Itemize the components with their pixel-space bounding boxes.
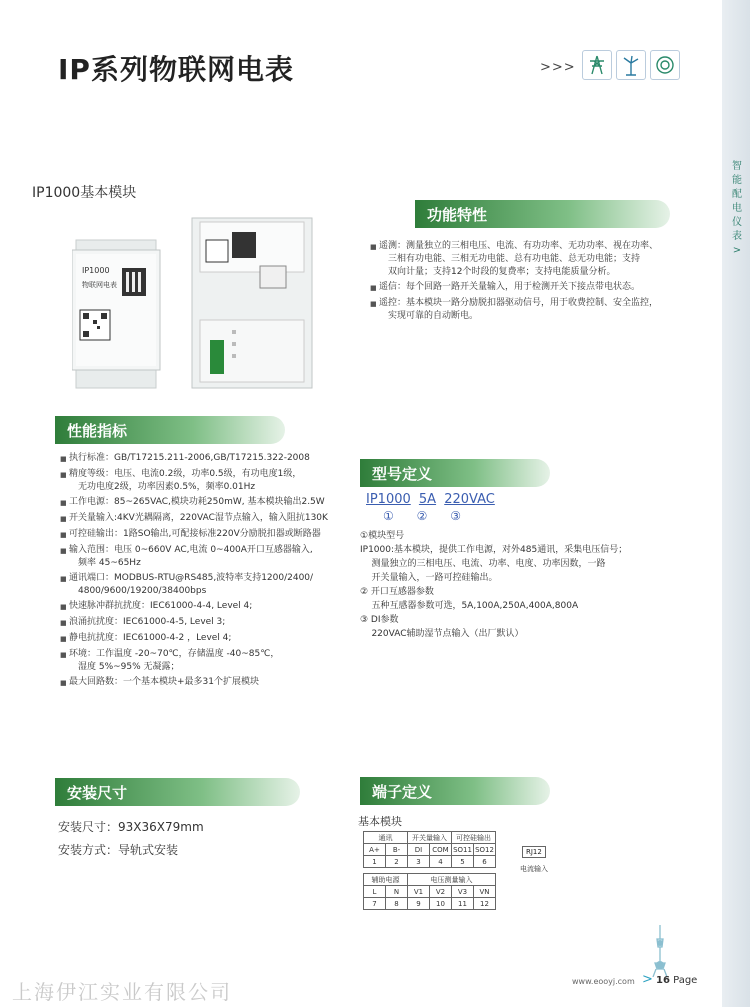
power-tower-icon bbox=[582, 50, 612, 80]
terminal-subtitle: 基本模块 bbox=[358, 815, 402, 828]
terminal-number: 12 bbox=[474, 898, 496, 910]
page-num: 16 bbox=[656, 975, 670, 986]
terminal-label: DI bbox=[408, 844, 430, 856]
rj12-port: RJ12 bbox=[522, 846, 546, 858]
list-item bbox=[60, 572, 350, 598]
list-line: 环境：工作温度 -20~70℃，存储温度 -40~85℃， bbox=[69, 649, 280, 659]
bullet-icon: ■ bbox=[60, 603, 67, 611]
list-line: 可控硅输出：1路SO输出,可配接标准220V分励脱扣器或断路器 bbox=[69, 529, 321, 539]
circle-1: ① bbox=[383, 509, 394, 523]
list-line: 输入范围：电压 0~660V AC,电流 0~400A开口互感器输入, bbox=[69, 545, 313, 555]
rj12-label: 电流输入 bbox=[520, 865, 548, 873]
list-line: 遥信：每个回路一路开关量输入，用于检测开关下接点带电状态。 bbox=[379, 282, 641, 292]
terminal-label: A+ bbox=[364, 844, 386, 856]
bullet-icon: ■ bbox=[60, 547, 67, 555]
list-line: 实现可靠的自动断电。 bbox=[388, 311, 479, 321]
product-image bbox=[72, 210, 342, 390]
list-item bbox=[60, 616, 350, 630]
bullet-icon: ■ bbox=[60, 575, 67, 583]
model-def-line: 测量独立的三相电压、电流、功率、电度、功率因数，一路 bbox=[360, 559, 606, 569]
bullet-icon: ■ bbox=[60, 619, 67, 627]
list-item-text bbox=[69, 600, 350, 614]
terminal-table-top bbox=[363, 831, 496, 868]
list-item-text bbox=[69, 572, 350, 598]
model-part-2: 5A bbox=[418, 492, 437, 507]
terminal-label: L bbox=[364, 886, 386, 898]
model-circles bbox=[383, 509, 480, 523]
features-list bbox=[370, 240, 670, 325]
install-method: 安装方式：导轨式安装 bbox=[58, 843, 179, 857]
terminal-label: VN bbox=[474, 886, 496, 898]
bullet-icon: ■ bbox=[60, 635, 67, 643]
list-item bbox=[370, 240, 670, 279]
list-line: 浪涌抗扰度：IEC61000-4-5, Level 3; bbox=[69, 617, 226, 627]
list-item-text bbox=[69, 632, 350, 646]
list-line: 静电抗扰度：IEC61000-4-2 ，Level 4; bbox=[69, 633, 232, 643]
terminal-label: COM bbox=[430, 844, 452, 856]
list-line: 遥控：基本模块一路分励脱扣器驱动信号，用于收费控制、安全监控， bbox=[379, 298, 659, 308]
terminal-number: 3 bbox=[408, 856, 430, 868]
model-def-line: ③ DI参数 bbox=[360, 615, 399, 625]
terminal-title: 端子定义 bbox=[372, 782, 433, 801]
install-title: 安装尺寸 bbox=[67, 783, 128, 802]
page-title: IP系列物联网电表 bbox=[58, 53, 294, 86]
circle-2: ② bbox=[416, 509, 428, 523]
list-line: 工作电源：85~265VAC,模块功耗250mW, 基本模块输出2.5W bbox=[69, 497, 325, 507]
list-line: 快速脉冲群抗扰度：IEC61000-4-4, Level 4; bbox=[69, 601, 253, 611]
features-title: 功能特性 bbox=[427, 205, 488, 224]
model-title: 型号定义 bbox=[372, 464, 433, 483]
list-line: 湿度 5%~95% 无凝露； bbox=[78, 662, 180, 672]
install-info bbox=[58, 816, 204, 862]
list-line: 无功电度2级，功率因素0.5%，频率0.01Hz bbox=[78, 482, 256, 492]
model-part-1: IP1000 bbox=[366, 492, 411, 507]
list-item-text bbox=[69, 452, 350, 466]
bullet-icon: ■ bbox=[60, 531, 67, 539]
terminal-number: 9 bbox=[408, 898, 430, 910]
bullet-icon: ■ bbox=[370, 284, 377, 292]
model-header bbox=[360, 459, 550, 487]
terminal-label: V2 bbox=[430, 886, 452, 898]
group-di: 开关量输入 bbox=[408, 832, 452, 844]
model-definition bbox=[360, 530, 660, 642]
page-number bbox=[656, 975, 697, 986]
product-subtitle: IP1000基本模块 bbox=[32, 185, 137, 201]
features-header bbox=[415, 200, 670, 228]
list-item bbox=[60, 452, 350, 466]
list-item bbox=[370, 297, 670, 323]
performance-list bbox=[60, 452, 350, 692]
model-def-line: 220VAC辅助湿节点输入（出厂默认） bbox=[360, 629, 524, 639]
group-comm: 通讯 bbox=[364, 832, 408, 844]
bullet-icon: ■ bbox=[370, 300, 377, 308]
model-def-line: ①模块型号 bbox=[360, 531, 405, 541]
side-category-label: 智能配电仪表> bbox=[732, 161, 742, 256]
list-item-text bbox=[69, 648, 350, 674]
list-line: 双向计量；支持12个时段的复费率；支持电能质量分析。 bbox=[388, 267, 616, 277]
list-line: 频率 45~65Hz bbox=[78, 558, 141, 568]
list-item bbox=[60, 676, 350, 690]
circle-3: ③ bbox=[450, 509, 461, 523]
header-arrows: >>> bbox=[540, 60, 576, 75]
list-line: 遥测：测量独立的三相电压、电流、有功功率、无功功率、视在功率、 bbox=[379, 241, 659, 251]
model-def-line: IP1000:基本模块，提供工作电源，对外485通讯，采集电压信号； bbox=[360, 545, 628, 555]
list-item bbox=[60, 632, 350, 646]
footer-company: 上海伊江实业有限公司 bbox=[12, 980, 232, 1004]
list-line: 开关量输入:4KV光耦隔离，220VAC湿节点输入，输入阻抗130K bbox=[69, 513, 328, 523]
model-def-line: ② 开口互感器参数 bbox=[360, 587, 434, 597]
list-item bbox=[60, 512, 350, 526]
list-line: 4800/9600/19200/38400bps bbox=[78, 586, 207, 596]
terminal-number: 8 bbox=[386, 898, 408, 910]
list-line: 精度等级：电压、电流0.2级，功率0.5级，有功电度1级， bbox=[69, 469, 302, 479]
list-item bbox=[60, 468, 350, 494]
list-item bbox=[60, 648, 350, 674]
list-line: 执行标准：GB/T17215.211-2006,GB/T17215.322-2008 bbox=[69, 453, 310, 463]
bullet-icon: ■ bbox=[370, 243, 377, 251]
list-item-text bbox=[69, 512, 350, 526]
list-item bbox=[60, 528, 350, 542]
bullet-icon: ■ bbox=[60, 471, 67, 479]
model-def-line: 开关量输入，一路可控硅输出。 bbox=[360, 573, 498, 583]
performance-header bbox=[55, 416, 285, 444]
list-item-text bbox=[69, 528, 350, 542]
list-item bbox=[60, 544, 350, 570]
terminal-number: 10 bbox=[430, 898, 452, 910]
terminal-label: N bbox=[386, 886, 408, 898]
list-item bbox=[370, 281, 670, 295]
install-size: 安装尺寸：93X36X79mm bbox=[58, 820, 204, 834]
terminal-header bbox=[360, 777, 550, 805]
list-item-text bbox=[69, 544, 350, 570]
group-so: 可控硅输出 bbox=[452, 832, 496, 844]
bullet-icon: ■ bbox=[60, 679, 67, 687]
terminal-label: V3 bbox=[452, 886, 474, 898]
list-item-text bbox=[379, 297, 670, 323]
terminal-table-bottom bbox=[363, 873, 496, 910]
list-item bbox=[60, 496, 350, 510]
terminal-label: SO12 bbox=[475, 845, 494, 854]
terminal-number: 11 bbox=[452, 898, 474, 910]
model-code bbox=[366, 492, 499, 507]
bullet-icon: ■ bbox=[60, 499, 67, 507]
bullet-icon: ■ bbox=[60, 515, 67, 523]
terminal-label: SO11 bbox=[453, 845, 472, 854]
list-item-text bbox=[69, 676, 350, 690]
terminal-number: 2 bbox=[386, 856, 408, 868]
footer-url[interactable]: www.eooyj.com bbox=[572, 977, 635, 986]
performance-title: 性能指标 bbox=[67, 421, 128, 440]
list-item bbox=[60, 600, 350, 614]
install-header bbox=[55, 778, 300, 806]
circle-symbol-icon bbox=[650, 50, 680, 80]
wind-turbine-icon bbox=[616, 50, 646, 80]
list-line: 三相有功电能、三相无功电能、总有功电能、总无功电能；支持 bbox=[388, 254, 641, 264]
bullet-icon: ■ bbox=[60, 651, 67, 659]
terminal-number: 4 bbox=[430, 856, 452, 868]
model-def-line: 五种互感器参数可选，5A,100A,250A,400A,800A bbox=[360, 601, 579, 611]
list-item-text bbox=[69, 496, 350, 510]
terminal-number: 1 bbox=[364, 856, 386, 868]
list-item-text bbox=[69, 616, 350, 630]
list-item-text bbox=[379, 281, 670, 295]
footer-arrow-icon: > bbox=[642, 972, 653, 987]
device-name-label: 物联网电表 bbox=[82, 281, 117, 289]
list-line: 通讯端口：MODBUS-RTU@RS485,波特率支持1200/2400/ bbox=[69, 573, 314, 583]
terminal-number: 5 bbox=[452, 856, 474, 868]
list-item-text bbox=[379, 240, 670, 279]
terminal-label: V1 bbox=[408, 886, 430, 898]
list-line: 最大回路数：一个基本模块+最多31个扩展模块 bbox=[69, 677, 259, 687]
terminal-number: 7 bbox=[364, 898, 386, 910]
list-item-text bbox=[69, 468, 350, 494]
terminal-label: B- bbox=[386, 844, 408, 856]
page-word: Page bbox=[673, 975, 698, 986]
terminal-number: 6 bbox=[474, 856, 496, 868]
device-model-label: IP1000 bbox=[82, 266, 110, 275]
bullet-icon: ■ bbox=[60, 455, 67, 463]
right-sidebar bbox=[722, 0, 750, 1007]
group-voltage: 电压测量输入 bbox=[408, 874, 496, 886]
group-aux-power: 辅助电源 bbox=[364, 874, 408, 886]
model-part-3: 220VAC bbox=[444, 492, 495, 507]
